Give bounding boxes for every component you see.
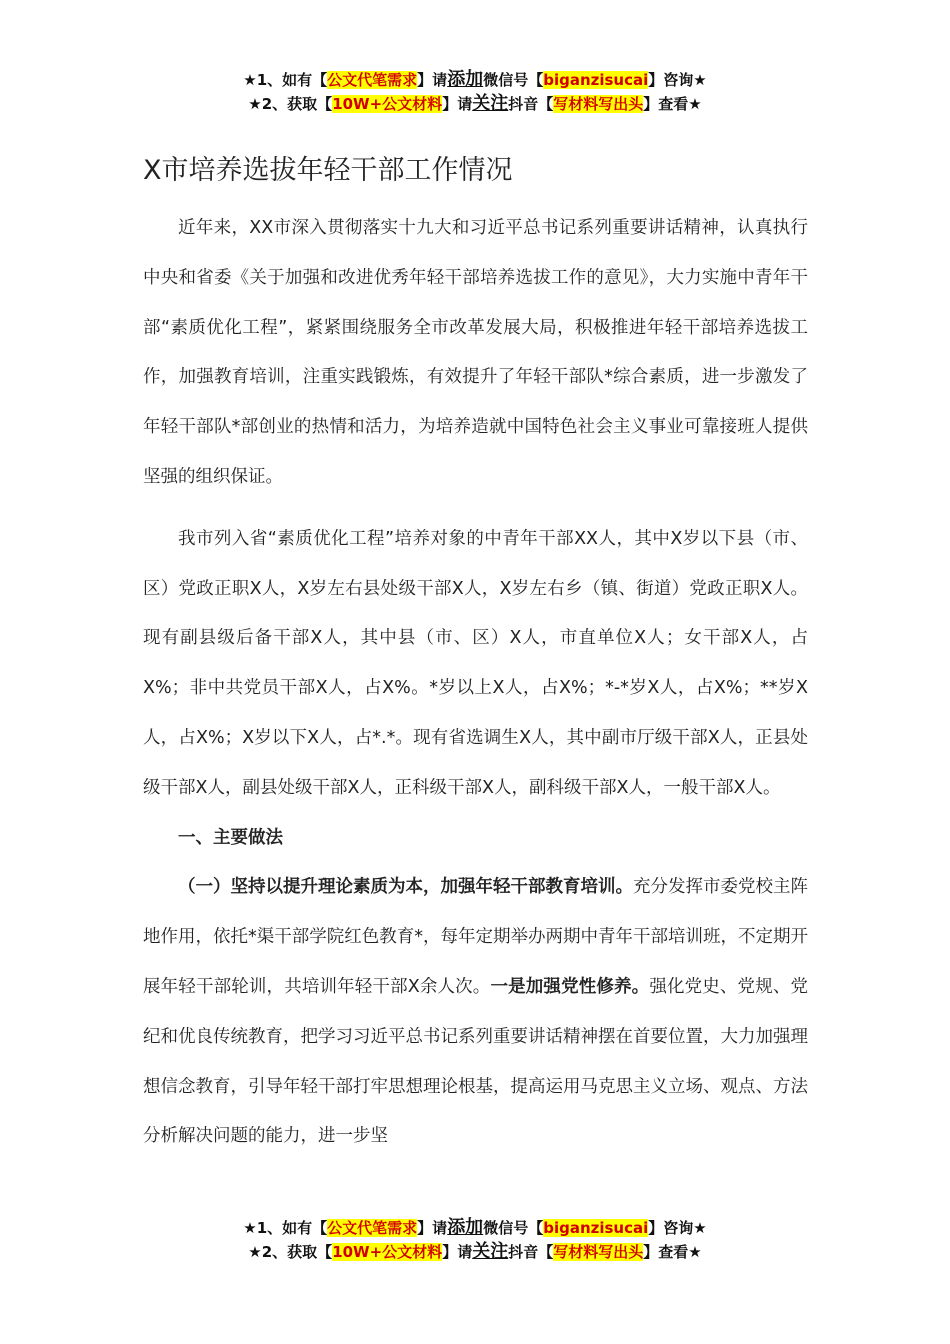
paragraph-text: 强化党史、党规、党纪和优良传统教育，把学习习近平总书记系列重要讲话精神摆在首要位置，大力加强理想信念教育，引导年轻干部打牢思想理论根基，提高运用马克思主义立场、观点、方法分析解决问题的能力，进一步坚: [143, 976, 809, 1147]
paragraph-text: 充分发挥市委党校主阵地作用，依托*渠干部学院红色教育*，每年定期举办两期中青年干部培训班，不定期开展年轻干部轮训，共培训年轻干部X余人次。: [143, 877, 808, 997]
promo-text: 】请: [417, 1219, 448, 1237]
promo-highlight: 10W+公文材料: [332, 1243, 443, 1261]
promo-emphasis: 添加: [447, 1217, 484, 1238]
promo-text: 】请: [417, 71, 448, 89]
paragraph-education-training: [143, 863, 808, 1162]
promo-banner-bottom: [0, 1216, 950, 1264]
promo-text: 】请: [442, 1243, 473, 1261]
promo-emphasis: 关注: [472, 1241, 509, 1262]
promo-text: 抖音【: [508, 1243, 554, 1261]
promo-text: 】咨询★: [648, 71, 707, 89]
paragraph-intro: 近年来，XX市深入贯彻落实十九大和习近平总书记系列重要讲话精神，认真执行中央和省委《关于加强和改进优秀年轻干部培养选拔工作的意见》，大力实施中青年干部“素质优化工程”，紧紧围绕服务全市改革发展大局，积极推进年轻干部培养选拔工作，加强教育培训，注重实践锻炼，有效提升了年轻干部队*综合素质，进一步激发了年轻干部队*部创业的热情和活力，为培养造就中国特色社会主义事业可靠接班人提供坚强的组织保证。: [143, 218, 808, 487]
promo-line-1: [0, 68, 950, 92]
promo-text: 】请: [442, 95, 473, 113]
promo-banner-top: [0, 68, 950, 116]
promo-highlight: 公文代笔需求: [327, 1219, 418, 1237]
promo-text: ★2、获取【: [248, 95, 333, 113]
promo-highlight: 公文代笔需求: [327, 71, 418, 89]
promo-highlight: 写材料写出头: [553, 95, 644, 113]
promo-text: 】查看★: [643, 1243, 702, 1261]
promo-text: 】咨询★: [648, 1219, 707, 1237]
promo-emphasis: 添加: [447, 69, 484, 90]
point-heading: 一是加强党性修养。: [490, 976, 650, 997]
promo-line-2: [0, 92, 950, 116]
subheading: （一）坚持以提升理论素质为本，加强年轻干部教育培训。: [178, 877, 633, 898]
document-title: X市培养选拔年轻干部工作情况: [143, 155, 513, 186]
promo-highlight: 10W+公文材料: [332, 95, 443, 113]
promo-line-2: [0, 1240, 950, 1264]
promo-emphasis: 关注: [472, 93, 509, 114]
promo-text: 】查看★: [643, 95, 702, 113]
promo-text: 抖音【: [508, 95, 554, 113]
promo-line-1: [0, 1216, 950, 1240]
promo-highlight: biganzisucai: [543, 1219, 649, 1237]
promo-text: 微信号【: [483, 71, 544, 89]
promo-text: ★1、如有【: [243, 71, 328, 89]
paragraph-statistics: 我市列入省“素质优化工程”培养对象的中青年干部XX人，其中X岁以下县（市、区）党政正职X人，X岁左右县处级干部X人，X岁左右乡（镇、街道）党政正职X人。现有副县级后备干部X人，其中县（市、区）X人，市直单位X人；女干部X人，占X%；非中共党员干部X人，占X%。*岁以上X人，占X%；*-*岁X人，占X%；**岁X人，占X%；X岁以下X人，占*.*。现有省选调生X人，其中副市厅级干部X人，正县处级干部X人，副县处级干部X人，正科级干部X人，副科级干部X人，一般干部X人。: [143, 528, 808, 798]
promo-text: 微信号【: [483, 1219, 544, 1237]
promo-highlight: 写材料写出头: [553, 1243, 644, 1261]
promo-highlight: biganzisucai: [543, 71, 649, 89]
promo-text: ★2、获取【: [248, 1243, 333, 1261]
document-body: [143, 148, 808, 1162]
promo-text: ★1、如有【: [243, 1219, 328, 1237]
section-heading: 一、主要做法: [178, 827, 283, 848]
